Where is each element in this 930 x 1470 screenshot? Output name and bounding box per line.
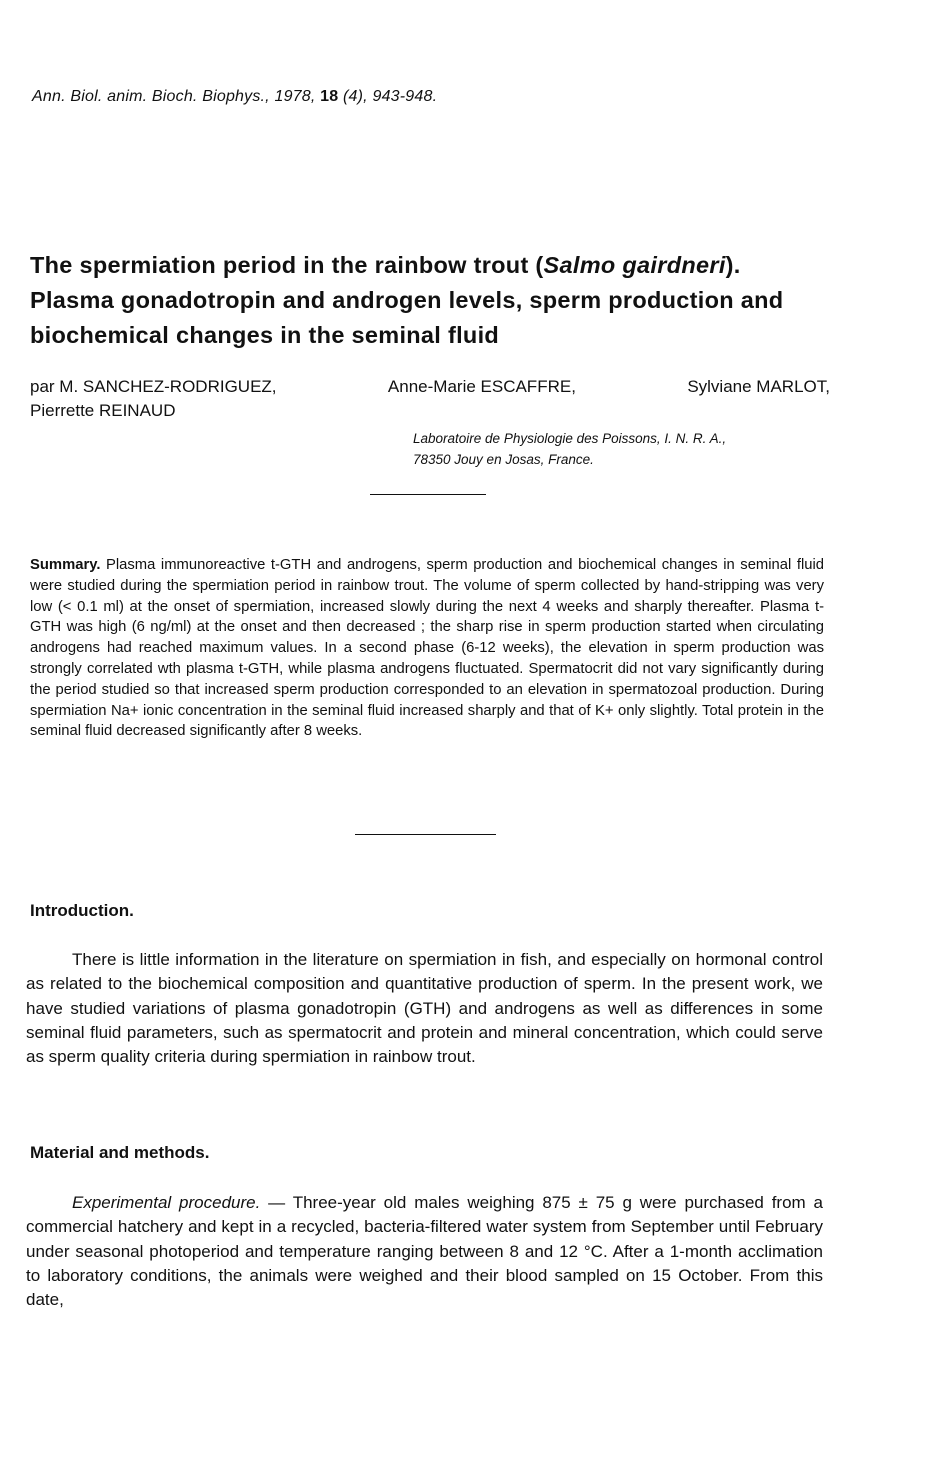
article-title <box>30 248 830 353</box>
author-4: Pierrette REINAUD <box>30 401 176 420</box>
journal-volume: 18 <box>320 88 339 105</box>
methods-paragraph <box>26 1191 823 1312</box>
author-1: par M. SANCHEZ-RODRIGUEZ, <box>30 377 277 396</box>
title-part-2: ). Plasma gonadotropin and androgen levels, sperm production and biochemical changes in the seminal fluid <box>30 252 784 348</box>
methods-heading: Material and methods. <box>30 1143 210 1162</box>
summary-text: Plasma immunoreactive t-GTH and androgens, sperm production and biochemical changes in seminal fluid were studied during the spermiation period in rainbow trout. The volume of sperm collected by hand-stripping was very low (< 0.1 ml) at the onset of spermiation, increased slowly during the next 4 weeks and sharply thereafter. Plasma t-GTH was high (6 ng/ml) at the onset and then decreased ; the sharp rise in sperm production started when circulating androgens had reached maximum values. In a second phase (6-12 weeks), the elevation in sperm production was strongly correlated wth plasma t-GTH, while plasma androgens fluctuated. Spermatocrit did not vary significantly during the period studied so that increased sperm production corresponded to an elevation in spermatozoal production. During spermiation Na+ ionic concentration in the seminal fluid increased sharply and that of K+ only slightly. Total protein in the seminal fluid decreased significantly after 8 weeks. <box>30 557 824 740</box>
affiliation <box>413 428 726 470</box>
affiliation-line-2: 78350 Jouy en Josas, France. <box>413 452 594 467</box>
introduction-heading: Introduction. <box>30 901 134 920</box>
author-line <box>30 375 830 399</box>
separator-rule <box>355 834 496 835</box>
title-species: Salmo gairdneri <box>543 252 726 278</box>
author-list <box>30 375 830 423</box>
author-3: Sylviane MARLOT, <box>687 377 830 396</box>
separator-rule <box>370 494 486 495</box>
methods-text: — Three-year old males weighing 875 ± 75 g were purchased from a commercial hatchery and kept in a recycled, bacteria-filtered water system from September until February under seasonal photoperiod and temperature ranging between 8 and 12 °C. After a 1-month acclimation to laboratory conditions, the animals were weighed and their blood sampled on 15 October. From this date, <box>26 1193 823 1310</box>
journal-issue-pages: (4), 943-948. <box>343 88 438 105</box>
methods-subheading: Experimental procedure. <box>72 1193 261 1212</box>
summary-label: Summary. <box>30 557 101 573</box>
journal-prefix: Ann. Biol. anim. Bioch. Biophys., 1978, <box>32 88 316 105</box>
author-2: Anne-Marie ESCAFFRE, <box>387 377 576 396</box>
introduction-paragraph <box>26 948 823 1069</box>
journal-citation <box>32 88 437 106</box>
title-part-1: The spermiation period in the rainbow trout ( <box>30 252 544 278</box>
affiliation-line-1: Laboratoire de Physiologie des Poissons, I. N. R. A., <box>413 431 727 446</box>
introduction-text: There is little information in the literature on spermiation in fish, and especially on hormonal control as related to the biochemical composition and quantitative production of sperm. In the present work, we have studied variations of plasma gonadotropin (GTH) and androgens as well as differences in some seminal fluid parameters, such as spermatocrit and protein and mineral concentration, which could serve as sperm quality criteria during spermiation in rainbow trout. <box>26 950 823 1067</box>
summary-block <box>30 555 824 742</box>
